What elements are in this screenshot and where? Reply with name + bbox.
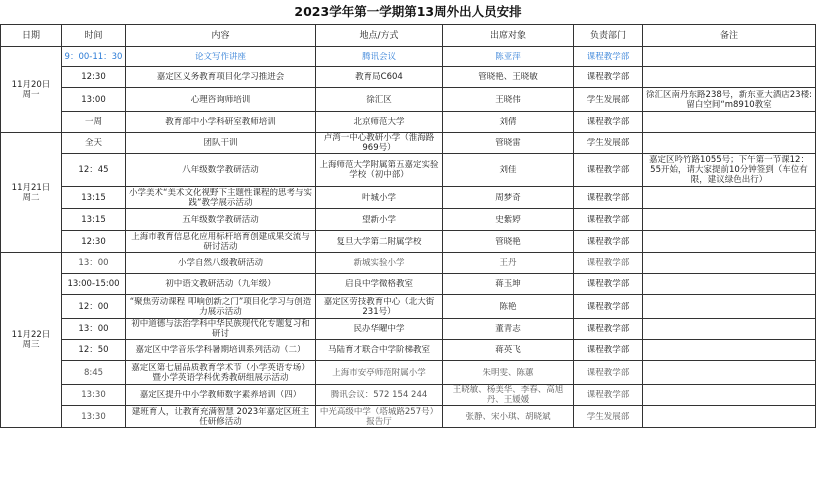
place-cell[interactable] [316,361,443,385]
table-row [1,340,816,361]
dept-cell[interactable] [574,319,643,340]
attendee-cell-text: 张静、宋小琪、胡晓斌 [465,411,551,422]
table-row [1,253,816,274]
date-cell[interactable] [1,47,62,133]
weekday-label: 周二 [22,192,40,203]
time-cell-text: 12：45 [78,165,109,175]
page-title: 2023学年第一学期第13周外出人员安排 [0,0,816,25]
place-cell[interactable] [316,340,443,361]
table-row [1,385,816,406]
content-cell[interactable] [126,361,316,385]
dept-cell[interactable] [574,133,643,154]
content-cell[interactable] [126,319,316,340]
attendee-cell[interactable] [443,209,574,231]
dept-cell-text: 课程教学部 [586,51,630,62]
content-cell[interactable] [126,385,316,406]
attendee-cell-text: 蒋英飞 [495,345,521,355]
time-cell-text: 12：50 [78,345,109,355]
content-cell-text: 上海市教育信息化应用标杆培育创建成果交流与研讨活动 [131,231,310,252]
time-cell[interactable] [62,319,126,340]
table-row [1,274,816,295]
header-dept[interactable]: 负责部门 [574,25,643,47]
content-cell-text: 小学美术“美术文化视野下主题性课程的思考与实践”教学展示活动 [129,187,312,208]
time-cell-text: 13:30 [81,390,106,400]
content-cell-text: 嘉定区中学音乐学科暑期培训系列活动（二） [135,345,306,355]
place-cell[interactable] [316,295,443,319]
attendee-cell[interactable] [443,133,574,154]
date-label: 11月22日 [11,330,51,340]
dept-cell[interactable] [574,154,643,187]
content-cell-text: 嘉定区提升中小学教师数字素养培训（四） [139,390,302,400]
table-row [1,154,816,187]
content-cell-text: 八年级数学教研活动 [182,165,259,175]
content-cell[interactable] [126,209,316,231]
attendee-cell[interactable] [443,67,574,88]
place-cell-text: 徐汇区 [366,94,392,105]
time-cell[interactable] [62,133,126,154]
place-cell-text: 上海市安亭师范附属小学 [332,367,426,378]
attendee-cell-text: 管晓艳、王晓敏 [478,72,538,82]
table-row [1,319,816,340]
weekday-label: 周三 [22,340,40,350]
dept-cell-text: 学生发展部 [586,138,630,148]
attendee-cell[interactable] [443,253,574,274]
table-row [1,231,816,253]
attendee-cell-text: 朱明雯、陈蕙 [482,367,534,378]
header-date[interactable]: 日期 [1,25,62,47]
time-cell[interactable] [62,361,126,385]
content-cell-text: 嘉定区义务教育项目化学习推进会 [156,72,285,82]
time-cell[interactable] [62,385,126,406]
attendee-cell-text: 刘佳 [499,165,517,175]
place-cell[interactable] [316,133,443,154]
attendee-cell[interactable] [443,319,574,340]
header-place[interactable]: 地点/方式 [316,25,443,47]
dept-cell-text: 课程教学部 [586,390,630,400]
time-cell[interactable] [62,340,126,361]
dept-cell[interactable] [574,187,643,209]
time-cell-text: 13:30 [81,411,106,422]
place-cell-text: 民办华曜中学 [353,324,405,334]
attendee-cell-text: 周梦奇 [495,192,521,203]
attendee-cell-text: 王丹 [499,258,517,268]
dept-cell[interactable] [574,274,643,295]
table-row [1,47,816,67]
content-cell[interactable] [126,406,316,428]
dept-cell[interactable] [574,112,643,133]
dept-cell-text: 课程教学部 [586,279,630,289]
place-cell[interactable] [316,88,443,112]
dept-cell[interactable] [574,88,643,112]
note-cell[interactable] [643,47,816,67]
dept-cell-text: 学生发展部 [586,411,630,422]
time-cell-text: 13:00 [81,94,106,105]
note-cell[interactable] [643,187,816,209]
table-row [1,295,816,319]
table-row [1,67,816,88]
note-cell-text: 嘉定区吟竹路1055号；下午第一节课12：55开始，请大家提前10分钟签到（车位有限，建议绿色出行） [649,155,809,185]
dept-cell[interactable] [574,361,643,385]
place-cell[interactable] [316,67,443,88]
time-cell[interactable] [62,112,126,133]
note-cell[interactable] [643,133,816,154]
time-cell-text: 13：00 [78,324,109,334]
time-cell[interactable] [62,274,126,295]
note-cell[interactable] [643,295,816,319]
place-cell[interactable] [316,319,443,340]
content-cell-text: 小学自然八级教研活动 [177,258,263,268]
attendee-cell[interactable] [443,154,574,187]
content-cell-text: 心理咨询师培训 [190,94,251,105]
attendee-cell-text: 王晓伟 [495,94,521,105]
time-cell[interactable] [62,67,126,88]
time-cell-text: 12:30 [81,236,106,247]
time-cell-text: 13:15 [81,214,106,225]
time-cell[interactable] [62,231,126,253]
content-cell-text: 嘉定区第七届品质教育学术节（小学英语专场）暨小学英语学科优秀教研组展示活动 [131,362,310,383]
attendee-cell-text: 管晓艳 [495,236,521,247]
content-cell-text: 初中道德与法治学科中华民族现代化专题复习和研讨 [131,319,310,339]
note-cell[interactable] [643,340,816,361]
place-cell-text: 北京师范大学 [353,117,405,127]
attendee-cell-text: 史紫婷 [495,214,521,225]
place-cell[interactable] [316,47,443,67]
content-cell[interactable] [126,154,316,187]
time-cell[interactable] [62,47,126,67]
table-row [1,406,816,428]
place-cell[interactable] [316,231,443,253]
time-cell[interactable] [62,253,126,274]
content-cell[interactable] [126,340,316,361]
place-cell-text: 腾讯会议：572 154 244 [330,390,428,400]
dept-cell-text: 课程教学部 [586,72,630,82]
note-cell[interactable] [643,319,816,340]
content-cell[interactable] [126,133,316,154]
content-cell-text: 论文写作讲座 [194,51,246,62]
place-cell-text: 复旦大学第二附属学校 [336,236,422,247]
dept-cell-text: 课程教学部 [586,345,630,355]
header-time[interactable]: 时间 [62,25,126,47]
header-attendee[interactable]: 出席对象 [443,25,574,47]
date-label: 11月20日 [11,79,51,90]
content-cell[interactable] [126,231,316,253]
attendee-cell-text: 董青志 [495,324,521,334]
dept-cell-text: 课程教学部 [586,117,630,127]
content-cell[interactable] [126,295,316,319]
schedule-body [1,47,816,428]
note-cell[interactable] [643,253,816,274]
time-cell[interactable] [62,187,126,209]
time-cell-text: 9：00-11：30 [64,51,123,62]
attendee-cell[interactable] [443,385,574,406]
note-cell[interactable] [643,231,816,253]
time-cell-text: 一周 [84,117,102,127]
place-cell[interactable] [316,209,443,231]
content-cell-text: 团队干训 [203,138,238,148]
time-cell-text: 12:30 [81,72,106,82]
place-cell[interactable] [316,187,443,209]
content-cell[interactable] [126,274,316,295]
place-cell[interactable] [316,112,443,133]
table-row [1,361,816,385]
date-label: 11月21日 [11,182,51,193]
attendee-cell-text: 蒋玉坤 [495,279,521,289]
content-cell-text: 建班育人，让教育充满智慧 2023年嘉定区班主任研修活动 [131,406,310,427]
place-cell[interactable] [316,154,443,187]
time-cell[interactable] [62,406,126,428]
dept-cell-text: 课程教学部 [586,214,630,225]
attendee-cell[interactable] [443,406,574,428]
time-cell-text: 13:15 [81,192,106,203]
content-cell[interactable] [126,187,316,209]
place-cell[interactable] [316,274,443,295]
dept-cell-text: 课程教学部 [586,301,630,312]
date-cell[interactable] [1,253,62,428]
attendee-cell-text: 陈亚萍 [495,51,521,62]
attendee-cell-text: 管晓雷 [495,138,521,148]
dept-cell[interactable] [574,47,643,67]
dept-cell[interactable] [574,295,643,319]
attendee-cell-text: 陈艳 [499,301,517,312]
note-cell[interactable] [643,112,816,133]
dept-cell-text: 课程教学部 [586,367,630,378]
dept-cell[interactable] [574,67,643,88]
place-cell-text: 马陆育才联合中学阶梯教室 [327,345,430,355]
attendee-cell-text: 王晓敏、杨美华、李春、高旭丹、王媛媛 [452,385,564,405]
attendee-cell[interactable] [443,112,574,133]
time-cell[interactable] [62,154,126,187]
dept-cell-text: 课程教学部 [586,236,630,247]
dept-cell[interactable] [574,231,643,253]
note-cell[interactable] [643,274,816,295]
place-cell-text: 中光高级中学（塔城路257号）报告厅 [319,406,439,427]
place-cell-text: 上海师范大学附属第五嘉定实验学校（初中部） [319,160,439,180]
content-cell-text: 教育部中小学科研室教师培训 [165,117,276,127]
attendee-cell-text: 刘倩 [499,117,517,127]
dept-cell-text: 课程教学部 [586,324,630,334]
attendee-cell[interactable] [443,295,574,319]
attendee-cell[interactable] [443,361,574,385]
content-cell-text: “聚焦劳动课程 叩响创新之门”项目化学习与创造力展示活动 [129,296,312,317]
dept-cell-text: 课程教学部 [586,258,630,268]
place-cell[interactable] [316,385,443,406]
content-cell[interactable] [126,47,316,67]
header-content[interactable]: 内容 [126,25,316,47]
weekday-label: 周一 [22,89,40,100]
content-cell-text: 初中语文教研活动（九年级） [165,279,276,289]
place-cell[interactable] [316,253,443,274]
time-cell[interactable] [62,295,126,319]
dept-cell[interactable] [574,406,643,428]
dept-cell[interactable] [574,385,643,406]
dept-cell-text: 课程教学部 [586,192,630,203]
time-cell-text: 8:45 [83,367,104,378]
place-cell-text: 卢湾一中心教研小学（淮海路969号） [323,133,435,153]
header-row [1,25,816,47]
time-cell-text: 13:00-15:00 [67,279,120,289]
content-cell-text: 五年级数学教研活动 [182,214,259,225]
note-cell[interactable] [643,88,816,112]
place-cell-text: 教育局C604 [355,72,403,82]
place-cell-text: 新城实验小学 [353,258,405,268]
table-row [1,88,816,112]
dept-cell[interactable] [574,340,643,361]
time-cell-text: 全天 [84,138,102,148]
table-row [1,112,816,133]
place-cell[interactable] [316,406,443,428]
attendee-cell[interactable] [443,47,574,67]
place-cell-text: 叶城小学 [361,192,396,203]
dept-cell-text: 课程教学部 [586,165,630,175]
content-cell[interactable] [126,112,316,133]
table-row [1,187,816,209]
table-row [1,209,816,231]
dept-cell-text: 学生发展部 [586,94,630,105]
attendee-cell[interactable] [443,88,574,112]
date-cell[interactable] [1,133,62,253]
content-cell[interactable] [126,88,316,112]
dept-cell[interactable] [574,209,643,231]
content-cell[interactable] [126,253,316,274]
header-note[interactable]: 备注 [643,25,816,47]
note-cell[interactable] [643,361,816,385]
time-cell-text: 13：00 [78,258,109,268]
place-cell-text: 望新小学 [361,214,396,225]
place-cell-text: 嘉定区劳技教育中心（北大街231号） [323,296,435,317]
note-cell[interactable] [643,209,816,231]
attendee-cell[interactable] [443,274,574,295]
note-cell[interactable] [643,385,816,406]
note-cell[interactable] [643,67,816,88]
note-cell-text: 徐汇区南丹东路238号，新东亚大酒店23楼:留白空间“m8910教室 [646,89,812,110]
attendee-cell[interactable] [443,187,574,209]
table-row [1,133,816,154]
time-cell[interactable] [62,209,126,231]
note-cell[interactable] [643,154,816,187]
content-cell[interactable] [126,67,316,88]
note-cell[interactable] [643,406,816,428]
place-cell-text: 腾讯会议 [361,51,396,62]
place-cell-text: 启良中学微格教室 [344,279,413,289]
time-cell-text: 12：00 [78,301,109,312]
attendee-cell[interactable] [443,340,574,361]
attendee-cell[interactable] [443,231,574,253]
time-cell[interactable] [62,88,126,112]
dept-cell[interactable] [574,253,643,274]
schedule-table [0,24,816,428]
